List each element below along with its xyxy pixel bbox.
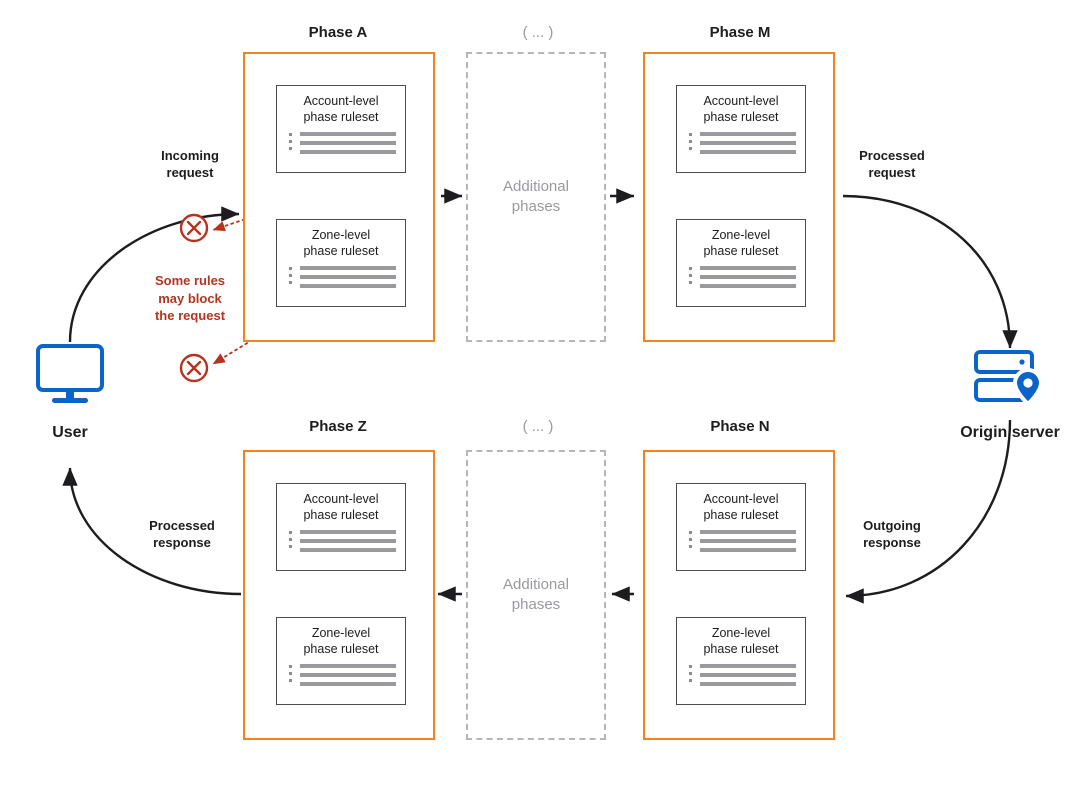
ruleset-zone-level-m[interactable] — [676, 219, 806, 307]
rule-rows — [686, 664, 796, 686]
label-incoming-request: Incoming request — [161, 148, 219, 180]
rule-row — [700, 673, 796, 677]
arrow-origin-to-phase-n — [846, 420, 1010, 596]
phase-title-n: Phase N — [710, 418, 770, 435]
ruleset-title-n-account: Account-level phase ruleset — [703, 492, 779, 522]
rule-row — [700, 141, 796, 145]
rule-row — [300, 266, 396, 270]
rule-row — [700, 664, 796, 668]
ruleset-title-z-zone: Zone-level phase ruleset — [303, 626, 379, 656]
phase-box-a[interactable] — [243, 52, 435, 342]
label-processed-request: Processed request — [859, 148, 925, 180]
ruleset-account-level-n[interactable] — [676, 483, 806, 571]
rule-rows — [686, 266, 796, 288]
rule-row — [700, 275, 796, 279]
rule-row — [700, 150, 796, 154]
ruleset-title-a-account: Account-level phase ruleset — [303, 94, 379, 124]
ellipsis-title-top: ( ... ) — [522, 24, 554, 41]
rule-row — [700, 266, 796, 270]
phase-box-z[interactable] — [243, 450, 435, 740]
ruleset-title-m-account: Account-level phase ruleset — [703, 94, 779, 124]
arrow-phase-m-to-origin — [843, 196, 1010, 348]
phase-box-n[interactable] — [643, 450, 835, 740]
additional-phases-label-bottom: Additional phases — [503, 575, 569, 613]
rule-row — [700, 548, 796, 552]
label-outgoing-response: Outgoing response — [863, 518, 921, 550]
phase-title-m: Phase M — [709, 24, 771, 41]
ellipsis-title-bottom: ( ... ) — [522, 418, 554, 435]
ruleset-account-level-m[interactable] — [676, 85, 806, 173]
rule-row — [300, 150, 396, 154]
rule-row — [700, 530, 796, 534]
rule-rows — [286, 664, 396, 686]
label-processed-response: Processed response — [149, 518, 215, 550]
phase-box-m[interactable] — [643, 52, 835, 342]
rule-row — [300, 548, 396, 552]
rule-row — [300, 539, 396, 543]
user-label: User — [52, 424, 88, 441]
ruleset-title-a-zone: Zone-level phase ruleset — [303, 228, 379, 258]
additional-phases-label-top: Additional phases — [503, 177, 569, 215]
blocked-request-icon-2 — [178, 352, 210, 389]
label-block-note: Some rules may block the request — [154, 273, 226, 324]
rule-row — [300, 275, 396, 279]
rule-row — [700, 682, 796, 686]
user-monitor-icon — [34, 344, 106, 406]
ruleset-zone-level-n[interactable] — [676, 617, 806, 705]
ruleset-title-n-zone: Zone-level phase ruleset — [703, 626, 779, 656]
rule-rows — [286, 132, 396, 154]
rule-row — [300, 284, 396, 288]
rule-row — [300, 682, 396, 686]
rule-row — [700, 132, 796, 136]
rule-row — [700, 539, 796, 543]
rule-rows — [286, 266, 396, 288]
ruleset-account-level-z[interactable] — [276, 483, 406, 571]
ruleset-title-z-account: Account-level phase ruleset — [303, 492, 379, 522]
rule-rows — [686, 132, 796, 154]
rule-row — [300, 141, 396, 145]
additional-phases-box-bottom[interactable] — [466, 450, 606, 740]
origin-server-icon — [972, 348, 1050, 412]
rule-rows — [686, 530, 796, 552]
ruleset-zone-level-z[interactable] — [276, 617, 406, 705]
phase-title-a: Phase A — [308, 24, 368, 41]
phase-title-z: Phase Z — [309, 418, 367, 435]
ruleset-title-m-zone: Zone-level phase ruleset — [703, 228, 779, 258]
rule-rows — [286, 530, 396, 552]
ruleset-account-level-a[interactable] — [276, 85, 406, 173]
blocked-request-icon-1 — [178, 212, 210, 249]
rule-row — [700, 284, 796, 288]
ruleset-zone-level-a[interactable] — [276, 219, 406, 307]
rule-row — [300, 673, 396, 677]
rule-row — [300, 530, 396, 534]
rule-row — [300, 132, 396, 136]
rule-row — [300, 664, 396, 668]
additional-phases-box-top[interactable] — [466, 52, 606, 342]
origin-server-label: Origin server — [960, 424, 1060, 441]
